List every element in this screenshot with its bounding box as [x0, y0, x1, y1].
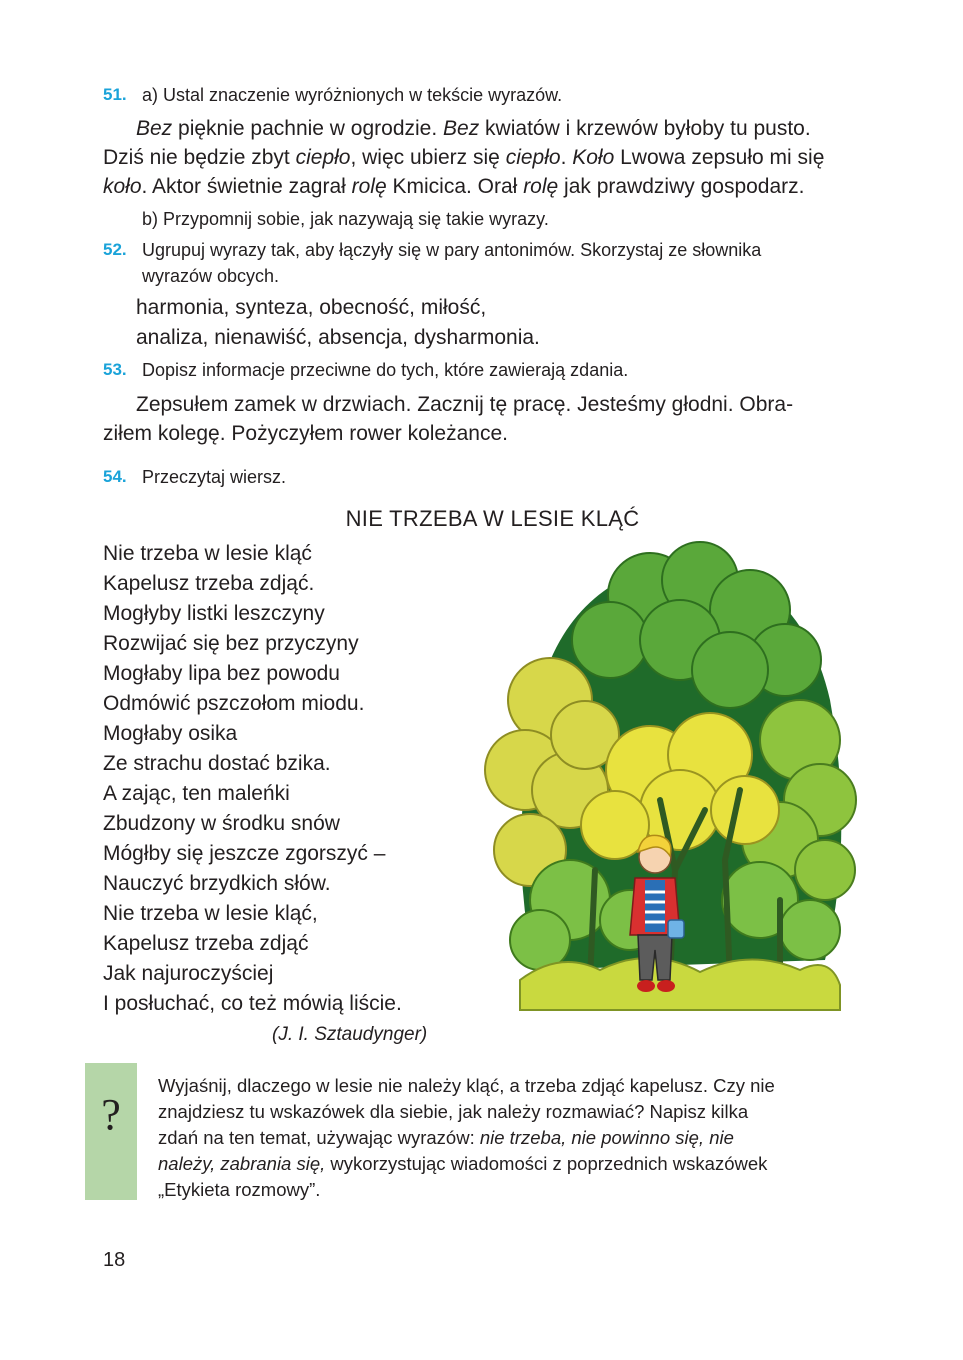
- emphasized-word: należy, zabrania się,: [158, 1153, 326, 1174]
- emphasized-word: Bez: [136, 117, 173, 140]
- exercise-53-instruction: Dopisz informacje przeciwne do tych, które zawierają zdania.: [142, 360, 629, 380]
- exercise-52-number: 52.: [103, 240, 127, 259]
- exercise-51-instruction-b: b) Przypomnij sobie, jak nazywają się takie wyrazy.: [142, 209, 549, 229]
- exercise-52-instruction-line-2: wyrazów obcych.: [142, 266, 280, 286]
- poem-author: (J. I. Sztaudynger): [272, 1024, 428, 1045]
- emphasized-word: rolę: [523, 175, 559, 198]
- poem-line: Mógłby się jeszcze zgorszyć –: [103, 842, 386, 865]
- question-text-line-1: [158, 1073, 775, 1099]
- emphasized-word: Bez: [443, 117, 480, 140]
- exercise-54-number: 54.: [103, 467, 127, 486]
- forest-illustration: [480, 540, 860, 1030]
- text-segment: . Aktor świetnie zagrał: [141, 175, 352, 198]
- poem-line: I posłuchać, co też mówią liście.: [103, 992, 402, 1015]
- question-text-line-4: [158, 1151, 767, 1177]
- poem-line: Mogłaby lipa bez powodu: [103, 662, 340, 685]
- exercise-52-words-line-2: analiza, nienawiść, absencja, dysharmonia.: [136, 326, 540, 349]
- poem-line: Kapelusz trzeba zdjąć.: [103, 572, 315, 595]
- emphasized-word: ciepło: [295, 146, 351, 169]
- grass: [520, 958, 840, 1010]
- question-mark-icon: ?: [101, 1090, 121, 1139]
- poem-line: Mogłaby osika: [103, 722, 238, 745]
- text-segment: Kmicica. Orał: [386, 175, 524, 198]
- question-text-line-5: [158, 1177, 320, 1203]
- emphasized-word: koło: [103, 175, 142, 198]
- poem-line: Rozwijać się bez przyczyny: [103, 632, 359, 655]
- page-number: 18: [103, 1249, 126, 1271]
- exercise-54-instruction: Przeczytaj wiersz.: [142, 467, 287, 487]
- poem-line: A zając, ten maleńki: [103, 782, 290, 805]
- text-segment: , więc ubierz się: [350, 146, 506, 169]
- text-segment: Dziś nie będzie zbyt: [103, 146, 296, 169]
- poem-title: [0, 506, 963, 532]
- poem-line: Jak najuroczyściej: [103, 962, 274, 985]
- exercise-53-number: 53.: [103, 360, 127, 379]
- text-segment: .: [560, 146, 573, 169]
- exercise-53-text-line-1: Zepsułem zamek w drzwiach. Zacznij tę pracę. Jesteśmy głodni. Obra-: [136, 393, 794, 416]
- poem-title-text: NIE TRZEBA W LESIE KLĄĆ: [345, 506, 640, 531]
- exercise-52-words-line-1: harmonia, synteza, obecność, miłość,: [136, 296, 487, 319]
- poem-line: Nauczyć brzydkich słów.: [103, 872, 331, 895]
- poem-line: Nie trzeba w lesie kląć: [103, 542, 312, 565]
- text-segment: „Etykieta rozmowy”.: [158, 1179, 321, 1200]
- poem-line: Zbudzony w środku snów: [103, 812, 340, 835]
- text-segment: kwiatów i krzewów byłoby tu pusto.: [479, 117, 811, 140]
- poem-line: Nie trzeba w lesie kląć,: [103, 902, 318, 925]
- text-segment: Wyjaśnij, dlaczego w lesie nie należy kląć, a trzeba zdjąć kapelusz. Czy nie: [158, 1075, 775, 1096]
- exercise-53-text-line-2: ziłem kolegę. Pożyczyłem rower koleżance.: [103, 422, 508, 445]
- emphasized-word: Koło: [572, 146, 615, 169]
- emphasized-word: rolę: [351, 175, 387, 198]
- exercise-51-text-line-1: [136, 114, 811, 144]
- poem-body: [103, 539, 402, 1019]
- exercise-51-text-line-3: [103, 172, 805, 202]
- poem-line: Kapelusz trzeba zdjąć: [103, 932, 309, 955]
- exercise-52-instruction-line-1: Ugrupuj wyrazy tak, aby łączyły się w pary antonimów. Skorzystaj ze słownika: [142, 240, 762, 260]
- poem-line: Ze strachu dostać bzika.: [103, 752, 331, 775]
- text-segment: Lwowa zepsuło mi się: [614, 146, 825, 169]
- exercise-51-instruction-a: a) Ustal znaczenie wyróżnionych w tekście wyrazów.: [142, 85, 563, 105]
- question-marker-box: [85, 1063, 137, 1200]
- poem-line: Odmówić pszczołom miodu.: [103, 692, 365, 715]
- emphasized-word: nie trzeba, nie powinno się, nie: [479, 1127, 734, 1148]
- exercise-51-number: 51.: [103, 85, 127, 104]
- emphasized-word: ciepło: [505, 146, 561, 169]
- question-text-line-3: [158, 1125, 734, 1151]
- text-segment: wykorzystując wiadomości z poprzednich wskazówek: [325, 1153, 768, 1174]
- text-segment: znajdziesz tu wskazówek dla siebie, jak należy rozmawiać? Napisz kilka: [158, 1101, 749, 1122]
- text-segment: pięknie pachnie w ogrodzie.: [172, 117, 444, 140]
- question-text-line-2: [158, 1099, 748, 1125]
- exercise-51-text-line-2: [103, 143, 824, 173]
- poem-line: Mogłyby listki leszczyny: [103, 602, 325, 625]
- text-segment: zdań na ten temat, używając wyrazów:: [158, 1127, 480, 1148]
- text-segment: jak prawdziwy gospodarz.: [558, 175, 805, 198]
